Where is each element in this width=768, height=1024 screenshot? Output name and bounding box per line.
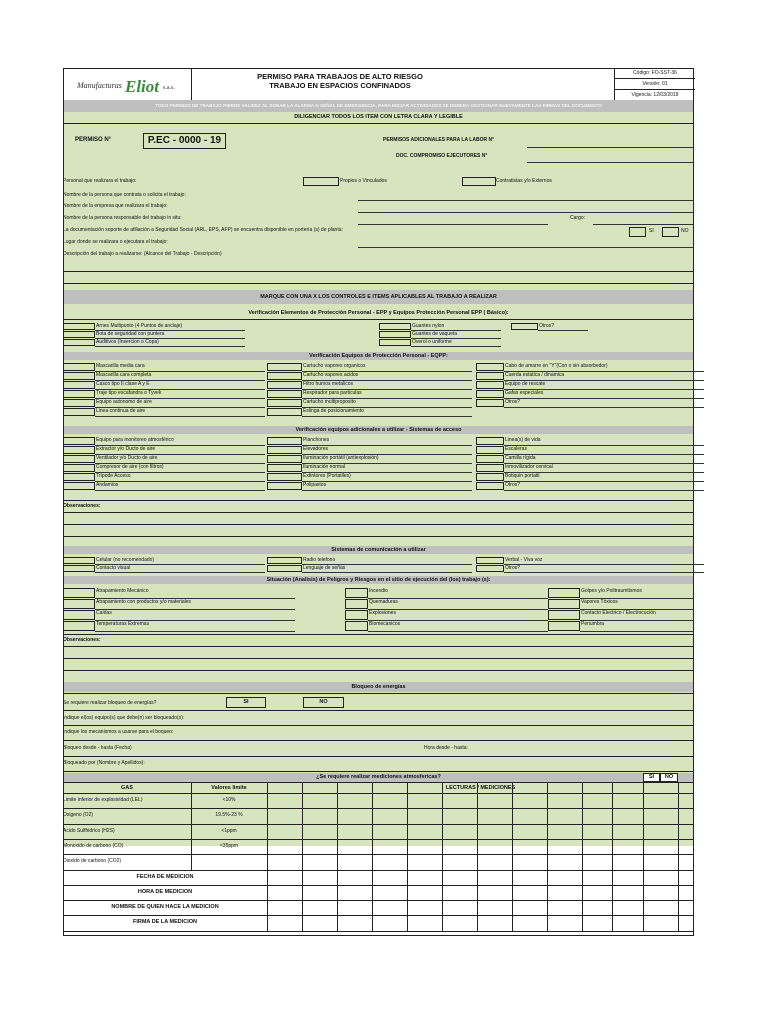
com-item-label: Celular (no recomendado): [96, 557, 155, 563]
svg-text:s.a.s.: s.a.s.: [163, 85, 175, 91]
mediciones-no-button[interactable]: NO: [660, 773, 678, 782]
acceso-checkbox[interactable]: [63, 446, 95, 454]
acceso-item-label: Botiquin portatil: [505, 473, 540, 479]
eqpp-checkbox[interactable]: [63, 381, 95, 389]
instruction-text: DILIGENCIAR TODOS LOS ITEM CON LETRA CLARA Y LEGIBLE: [294, 114, 463, 120]
epp-checkbox[interactable]: [63, 331, 95, 338]
epp-checkbox[interactable]: [379, 331, 411, 338]
eqpp-item-label: Casco tipo II clase A y E: [96, 381, 150, 387]
cargo-label: Cargo:: [570, 215, 586, 221]
eqpp-checkbox[interactable]: [63, 408, 95, 416]
acceso-checkbox[interactable]: [63, 473, 95, 481]
gas-col-line: [191, 782, 192, 870]
eqpp-item-line: [504, 407, 704, 408]
reading-col-line: [337, 782, 338, 931]
reading-col-line: [372, 782, 373, 931]
acceso-item-line: [504, 481, 704, 482]
acceso-item-label: Iluminación portátil (antiexplosión): [303, 455, 379, 461]
eqpp-item-label: Eslinga de posicionamiento: [303, 408, 364, 414]
epp-title: Verificación Elementos de Protección Personal - EPP y Equipos Protección Personal EPP ( Básico):: [248, 310, 509, 316]
logo-icon: [63, 68, 191, 100]
riesgos-checkbox[interactable]: [548, 588, 580, 598]
eqpp-checkbox[interactable]: [476, 390, 504, 398]
riesgos-checkbox[interactable]: [345, 610, 368, 620]
eqpp-item-label: Cartucho multiproposito: [303, 399, 356, 405]
acceso-item-line: [504, 490, 704, 491]
commitment-doc-label: DOC. COMPROMISO EJECUTORES N°: [396, 153, 488, 159]
eqpp-item-line: [504, 398, 704, 399]
gas-limit: 19.5%-23 %: [215, 812, 243, 819]
eqpp-checkbox[interactable]: [267, 372, 302, 380]
permit-label: PERMISO N°: [75, 137, 112, 143]
acceso-item-label: Extractor y/o Ducto de aire: [96, 446, 156, 452]
acceso-item-label: Planchones: [303, 437, 330, 443]
acceso-item-line: [95, 481, 265, 482]
eqpp-item-line: [302, 416, 472, 417]
gas-row-line: [63, 824, 694, 825]
bloqueo-requiere-label: Se requiere realizar bloqueo de energías?: [63, 700, 157, 706]
riesgos-item-line: [95, 631, 295, 632]
observaciones2-label: Observaciones:: [63, 637, 101, 643]
riesgos-checkbox[interactable]: [345, 621, 368, 631]
documentacion-label: La documentación soporte de afiliación a Seguridad Social (ARL, EPS, AFP) se encuentra disponible en portería (s) de planta:: [63, 227, 343, 233]
eqpp-item-label: Respirador para particulas: [303, 390, 362, 396]
riesgos-item-line: [95, 609, 295, 610]
gas-name: Oxigeno (O2): [63, 812, 94, 819]
contratistas-checkbox[interactable]: [462, 177, 496, 186]
gas-name: Dioxido de carbono (CO2): [63, 858, 122, 865]
com-checkbox[interactable]: [476, 565, 504, 572]
comunicacion-title: Sistemas de comunicación a utilizar: [331, 547, 426, 553]
reading-col-line: [547, 782, 548, 931]
doc-no-label: NO: [681, 228, 689, 234]
acceso-item-label: Extintores (Portatiles): [303, 473, 351, 479]
reading-col-line: [442, 782, 443, 931]
bloqueo-hora-label: Hora desde - hasta:: [424, 745, 468, 751]
eqpp-checkbox[interactable]: [267, 363, 302, 371]
doc-no-checkbox[interactable]: [662, 227, 679, 237]
lugar-label: Lugar donde se realizara o ejecutara el trabajo:: [63, 239, 168, 245]
eqpp-checkbox[interactable]: [63, 372, 95, 380]
svg-text:Eliot: Eliot: [125, 77, 160, 96]
observaciones-label: Observaciones:: [63, 503, 101, 509]
acceso-item-line: [302, 481, 472, 482]
bloqueo-por-label: Bloqueado por (Nombre y Apellidos):: [63, 760, 145, 766]
riesgos-item-line: [368, 631, 548, 632]
eqpp-checkbox[interactable]: [63, 399, 95, 407]
permit-number[interactable]: P.EC - 0000 - 19: [143, 133, 226, 149]
riesgos-checkbox[interactable]: [63, 588, 95, 598]
acceso-item-label: Iluminación normal: [303, 464, 345, 470]
propios-checkbox[interactable]: [303, 177, 339, 186]
epp-item-label: Otros?: [539, 323, 555, 329]
reading-col-line: [512, 782, 513, 931]
measurement-footer-label: NOMBRE DE QUIEN HACE LA MEDICION: [111, 904, 219, 911]
riesgos-checkbox[interactable]: [63, 621, 95, 631]
acceso-checkbox[interactable]: [476, 437, 504, 445]
acceso-checkbox[interactable]: [267, 437, 302, 445]
com-item-label: Otros?: [505, 565, 521, 571]
riesgos-item-label: Atrapamiento Mecánico: [96, 588, 149, 594]
eqpp-item-label: Cabo de amarre en "Y"(Con o sin absorbedor): [505, 363, 608, 369]
responsable-label: Nombre de la persona responsable del trabajo in situ:: [63, 215, 182, 221]
acceso-item-label: Otros?: [505, 482, 521, 488]
acceso-item-line: [504, 445, 704, 446]
com-checkbox[interactable]: [63, 565, 95, 572]
eqpp-checkbox[interactable]: [267, 390, 302, 398]
gas-row-line: [63, 793, 694, 794]
eqpp-item-label: Linea continua de aire: [96, 408, 146, 414]
bloqueo-equipos-label: Indique el(os) equipo(s) que debe(n) ser bloqueado(s):: [63, 715, 185, 721]
contratistas-label: Contratistas y/o Externos: [496, 178, 552, 184]
riesgos-checkbox[interactable]: [63, 610, 95, 620]
eqpp-item-label: Cartucho vapores organicos: [303, 363, 366, 369]
gas-row-line: [63, 808, 694, 809]
doc-vigencia: Vigencia: 12/03/2019: [631, 92, 679, 98]
com-checkbox[interactable]: [63, 557, 95, 564]
form-title-2: TRABAJO EN ESPACIOS CONFINADOS: [269, 81, 411, 90]
epp-item-line: [95, 346, 245, 347]
doc-version: Versión: 01: [615, 79, 695, 90]
acceso-checkbox[interactable]: [267, 446, 302, 454]
acceso-item-label: Linea(s) de vida: [505, 437, 541, 443]
eqpp-item-label: Equipo de rescate: [505, 381, 546, 387]
eqpp-item-label: Filtro humos metalicos: [303, 381, 354, 387]
riesgos-checkbox[interactable]: [63, 599, 95, 609]
epp-item-line: [411, 346, 501, 347]
acceso-item-line: [302, 490, 472, 491]
permit-form: [63, 68, 694, 936]
riesgos-checkbox[interactable]: [345, 588, 368, 598]
doc-code: Código: FO-SST-36: [615, 68, 695, 79]
acceso-checkbox[interactable]: [63, 455, 95, 463]
reading-col-line: [477, 782, 478, 931]
mediciones-question: ¿Se requiere realizar mediciones atmosfericas?: [316, 774, 441, 780]
reading-col-line: [678, 782, 679, 931]
reading-col-line: [612, 782, 613, 931]
com-item-label: Radio telefono: [303, 557, 336, 563]
eqpp-item-label: Cuerda estatica / dinamica: [505, 372, 565, 378]
eqpp-checkbox[interactable]: [267, 381, 302, 389]
bloqueo-si-button[interactable]: SI: [226, 697, 266, 708]
gas-row-line: [63, 854, 694, 855]
reading-col-line: [267, 782, 268, 931]
riesgos-item-label: Penumbra: [581, 621, 605, 627]
gas-limit: <10%: [222, 797, 236, 803]
epp-item-label: Guantes nylon: [412, 323, 445, 329]
gas-limit: <35ppm: [219, 842, 239, 849]
acceso-checkbox[interactable]: [476, 473, 504, 481]
acceso-checkbox[interactable]: [267, 455, 302, 463]
riesgos-item-label: Contacto Electrico / Electrocución: [581, 610, 656, 616]
epp-item-line: [538, 330, 588, 331]
epp-item-label: Overol o uniforme: [412, 339, 452, 345]
bloqueo-no-button[interactable]: NO: [303, 697, 344, 708]
eqpp-title: Verificación Equipos de Protección Personal - EQPP:: [309, 353, 448, 359]
riesgos-item-label: Explosiones: [369, 610, 396, 616]
riesgos-item-label: Atrapamiento con productos y/o materiales: [96, 599, 192, 605]
contrata-label: Nombre de la persona que contrata o solicita el trabajo:: [63, 192, 186, 198]
eqpp-checkbox[interactable]: [476, 363, 504, 371]
eqpp-checkbox[interactable]: [476, 381, 504, 389]
doc-si-label: SI: [649, 228, 654, 234]
gas-row-line: [63, 915, 694, 916]
eqpp-checkbox[interactable]: [476, 399, 504, 407]
gas-name: Acido Sulfhidrico (H2S): [63, 827, 115, 834]
reading-col-line: [407, 782, 408, 931]
acceso-item-label: Compresor de aire (con filtros): [96, 464, 164, 470]
riesgos-item-label: Biomecanicos: [369, 621, 401, 627]
descripcion-label: Descripción del trabajo a realizarse: (Alcance del Trabajo - Descripción): [63, 251, 222, 257]
riesgos-item-label: Incendio: [369, 588, 388, 594]
epp-checkbox[interactable]: [63, 339, 95, 346]
eqpp-item-label: Gafas especiales: [505, 390, 544, 396]
acceso-checkbox[interactable]: [63, 482, 95, 490]
personal-label: Personal que realizara el trabajo:: [63, 178, 137, 184]
acceso-checkbox[interactable]: [476, 464, 504, 472]
mediciones-si-button[interactable]: SI: [643, 773, 660, 782]
acceso-item-label: Ventilador y/o Ducto de aire: [96, 455, 158, 461]
bloqueo-mecanismos-label: Indique los mecanismos a usarse para el boqueo:: [63, 729, 174, 735]
epp-checkbox[interactable]: [63, 323, 95, 330]
acceso-item-label: Equipo para monitoreo atmosférico: [96, 437, 174, 443]
epp-checkbox[interactable]: [379, 339, 411, 346]
acceso-item-label: Andamios: [96, 482, 119, 488]
acceso-checkbox[interactable]: [63, 437, 95, 445]
riesgos-checkbox[interactable]: [548, 621, 580, 631]
eqpp-item-label: Traje tipo escafandra o Tyvek: [96, 390, 162, 396]
col-lecturas-header: LECTURAS / MEDICIONES: [445, 785, 516, 791]
riesgos-item-line: [580, 631, 694, 632]
com-item-line: [504, 564, 704, 565]
acceso-item-label: Escaleras: [505, 446, 527, 452]
com-checkbox[interactable]: [267, 565, 302, 572]
propios-label: Propios o Vinculados: [340, 178, 387, 184]
acceso-checkbox[interactable]: [476, 482, 504, 490]
gas-name: Monoxido de carbono (CO): [63, 842, 124, 849]
com-item-line: [302, 572, 472, 573]
acceso-checkbox[interactable]: [476, 455, 504, 463]
epp-item-label: Guantes de vaqueta: [412, 331, 458, 337]
riesgos-checkbox[interactable]: [548, 610, 580, 620]
measurement-footer-label: FECHA DE MEDICION: [136, 873, 194, 880]
acceso-item-label: Polipastos: [303, 482, 327, 488]
eqpp-checkbox[interactable]: [267, 408, 302, 416]
bloqueo-title: Bloqueo de energías: [351, 684, 406, 690]
epp-item-label: Auditivos (Insercion o Copa): [96, 339, 159, 345]
acceso-item-label: Trípode Acceso: [96, 473, 131, 479]
col-valores-header: Valores limite: [211, 785, 247, 791]
company-logo: [63, 68, 192, 100]
empresa-label: Nombre de la empresa que realizara el trabajo:: [63, 203, 168, 209]
eqpp-item-line: [95, 416, 265, 417]
riesgos-item-label: Temperaturas Extremas: [96, 621, 150, 627]
acceso-checkbox[interactable]: [267, 482, 302, 490]
com-checkbox[interactable]: [267, 557, 302, 564]
acceso-title: Verificación equipos adicionales a utilizar - Sistemas de acceso: [295, 427, 462, 433]
com-checkbox[interactable]: [476, 557, 504, 564]
riesgos-item-label: Caídas: [96, 610, 112, 616]
eqpp-checkbox[interactable]: [476, 372, 504, 380]
gas-row-line: [63, 870, 694, 871]
riesgos-checkbox[interactable]: [548, 599, 580, 609]
reading-col-line: [582, 782, 583, 931]
riesgos-checkbox[interactable]: [345, 599, 368, 609]
riesgos-item-label: Quemaduras: [369, 599, 398, 605]
bloqueo-fecha-label: Bloqueo desde - hasta (Fecha): [63, 745, 132, 751]
com-item-line: [504, 572, 704, 573]
acceso-checkbox[interactable]: [267, 473, 302, 481]
emergency-notice: TODO PERMISO DE TRABAJO PIERDE VALIDEZ AL SONAR LA ALARMA O SEÑAL DE EMERGENCIA, PARA INICIAR ACTIVIDADES SE DEBERA GESTIONAR NUEVAMENTE LAS FIRMAS DEL DOCUMENTO: [155, 103, 602, 108]
com-item-line: [95, 572, 265, 573]
com-item-label: Lenguaje de señas: [303, 565, 346, 571]
gas-row-line: [63, 931, 694, 932]
acceso-checkbox[interactable]: [267, 464, 302, 472]
measurement-footer-label: FIRMA DE LA MEDICION: [132, 919, 198, 926]
gas-limit: <1ppm: [221, 827, 237, 834]
eqpp-item-label: Mascarilla cara completa: [96, 372, 152, 378]
acceso-item-label: Inmovilizador cervical: [505, 464, 553, 470]
epp-item-label: Bota de seguridad con puntera: [96, 331, 165, 337]
com-item-label: Contacto visual: [96, 565, 131, 571]
header: [63, 68, 694, 101]
com-item-label: Verbal - Viva voz: [505, 557, 543, 563]
acceso-item-label: Elevadores: [303, 446, 329, 452]
col-gas-header: GAS: [121, 785, 133, 791]
eqpp-item-label: Mascarilla media cara: [96, 363, 145, 369]
epp-checkbox[interactable]: [511, 323, 538, 330]
riesgos-item-label: Golpes y/o Politraumtismos: [581, 588, 642, 594]
form-title-1: PERMISO PARA TRABAJOS DE ALTO RIESGO: [257, 72, 423, 81]
riesgos-title: Situación (Analisis) de Peligros y Riesgos en el sitio de ejecución del (los) trabajo (s):: [266, 577, 491, 583]
eqpp-item-label: Equipo autonomo de aire: [96, 399, 152, 405]
acceso-item-label: Camilla rígida: [505, 455, 536, 461]
acceso-checkbox[interactable]: [476, 446, 504, 454]
epp-checkbox[interactable]: [379, 323, 411, 330]
gas-row-line: [63, 900, 694, 901]
svg-text:Manufacturas: Manufacturas: [77, 81, 122, 90]
eqpp-checkbox[interactable]: [63, 390, 95, 398]
gas-name: Limite inferior de explosividad (LEL): [63, 797, 143, 803]
controls-title: MARQUE CON UNA X LOS CONTROLES E ITEMS APLICABLES AL TRABAJO A REALIZAR: [260, 294, 497, 300]
riesgos-item-label: Vapores Tóxicos: [581, 599, 618, 605]
eqpp-item-label: Cartucho vapores acidos: [303, 372, 359, 378]
reading-col-line: [643, 782, 644, 931]
gas-row-line: [63, 885, 694, 886]
acceso-checkbox[interactable]: [63, 464, 95, 472]
eqpp-item-label: Otros?: [505, 399, 521, 405]
acceso-item-line: [95, 490, 265, 491]
measurement-footer-label: HORA DE MEDICION: [137, 888, 193, 895]
gas-row-line: [63, 839, 694, 840]
eqpp-checkbox[interactable]: [267, 399, 302, 407]
additional-permits-label: PERMISOS ADICIONALES PARA LA LABOR N°: [383, 137, 495, 143]
reading-col-line: [302, 782, 303, 931]
doc-si-checkbox[interactable]: [629, 227, 646, 237]
epp-item-label: Arnes Multipunto (4 Puntos de anclaje): [96, 323, 183, 329]
eqpp-checkbox[interactable]: [63, 363, 95, 371]
